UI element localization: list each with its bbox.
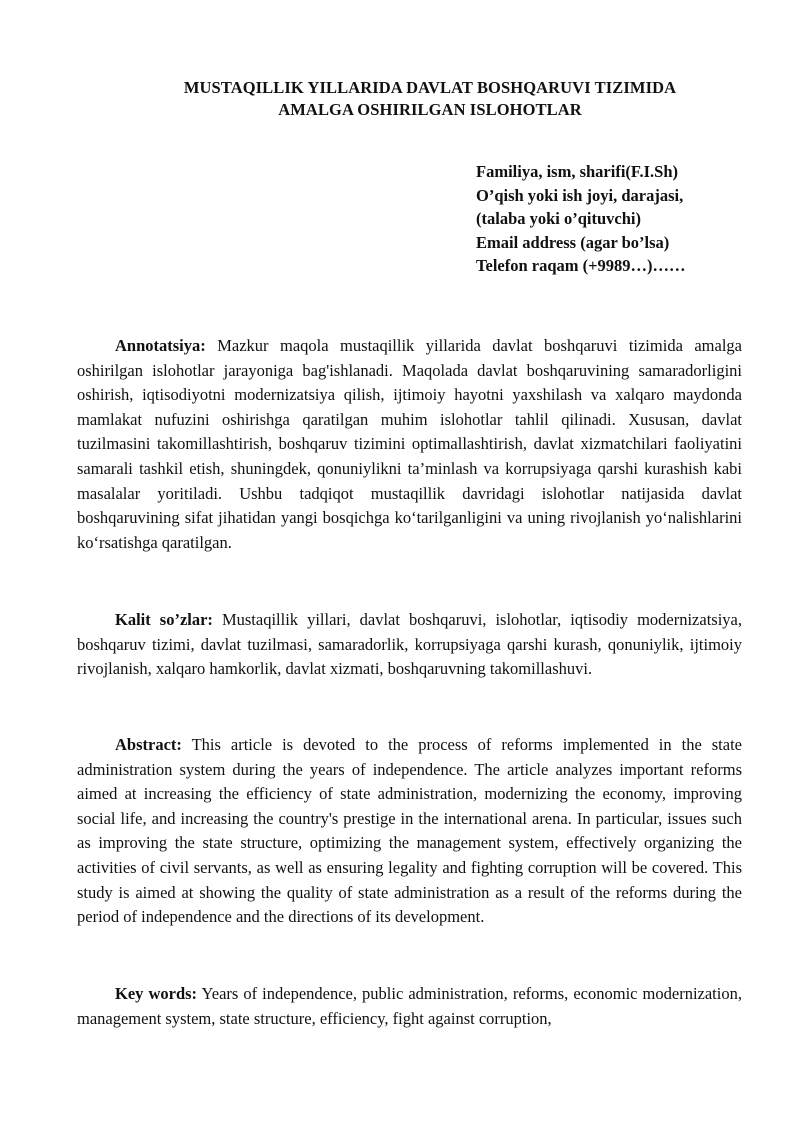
author-phone-line: Telefon raqam (+9989…)…… — [476, 256, 686, 275]
abstract-paragraph — [77, 733, 742, 930]
author-email-line: Email address (agar bo’lsa) — [476, 232, 670, 252]
article-title — [100, 77, 760, 121]
annotatsiya-label: Annotatsiya: — [115, 336, 206, 355]
author-name-line: Familiya, ism, sharifi(F.I.Sh) — [476, 162, 678, 181]
key-words-label: Key words: — [115, 984, 198, 1003]
kalit-sozlar-label: Kalit so’zlar: — [115, 610, 213, 629]
author-workplace-line: O’qish yoki ish joyi, darajasi, — [476, 185, 684, 205]
abstract-text: This article is devoted to the process of reforms implemented in the state administration system during the years of independence. The article analyzes important reforms aimed at increasing the efficiency of state administration, modernizing the economy, improving social life, and increasing the country's prestige in the international arena. In particular, issues such as improving the state structure, optimizing the management system, effectively organizing the activities of civil servants, as well as ensuring legality and fighting corruption will be covered. This study is aimed at showing the quality of state administration as a result of the reforms during the period of independence and the directions of its development. — [77, 735, 742, 927]
annotatsiya-text: Mazkur maqola mustaqillik yillarida davlat boshqaruvi tizimida amalga oshirilgan islohotlar jarayoniga bag'ishlanadi. Maqolada davlat boshqaruvining samaradorligini oshirish, iqtisodiyotni modernizatsiya qilish, ijtimoiy hayotni yaxshilash va xalqaro maydonda mamlakat nufuzini oshirishga qaratilgan muhim islohotlar tahlil qilinadi. Xususan, davlat tuzilmasini takomillashtirish, boshqaruv tizimini optimallashtirish, davlat xizmatchilari faoliyatini samarali tashkil etish, shuningdek, qonuniylikni ta’minlash va korrupsiyaga qarshi kurashish kabi masalalar yoritiladi. Ushbu tadqiqot mustaqillik davridagi islohotlar natijasida davlat boshqaruvining sifat jihatidan yangi bosqichga ko‘tarilganligini va uning rivojlanish yo‘nalishlarini ko‘rsatishga qaratilgan. — [77, 336, 742, 552]
article-title-line-1: MUSTAQILLIK YILLARIDA DAVLAT BOSHQARUVI TIZIMIDA — [183, 78, 677, 97]
key-words-text: Years of independence, public administration, reforms, economic modernization, management system, state structure, efficiency, fight against corruption, — [77, 984, 742, 1028]
annotatsiya-paragraph — [77, 334, 742, 555]
kalit-sozlar-paragraph — [77, 608, 742, 682]
article-title-line-2: AMALGA OSHIRILGAN ISLOHOTLAR — [278, 100, 582, 119]
kalit-sozlar-text: Mustaqillik yillari, davlat boshqaruvi, islohotlar, iqtisodiy modernizatsiya, boshqaruv tizimi, davlat tuzilmasi, samaradorlik, korrupsiyaga qarshi kurash, qonuniylik, ijtimoiy rivojlanish, xalqaro hamkorlik, davlat xizmati, boshqaruvning takomillashuvi. — [77, 610, 742, 679]
key-words-paragraph — [77, 982, 742, 1031]
author-status-line: (talaba yoki o’qituvchi) — [476, 209, 642, 228]
abstract-label: Abstract: — [115, 735, 182, 754]
author-info-block — [476, 160, 776, 278]
